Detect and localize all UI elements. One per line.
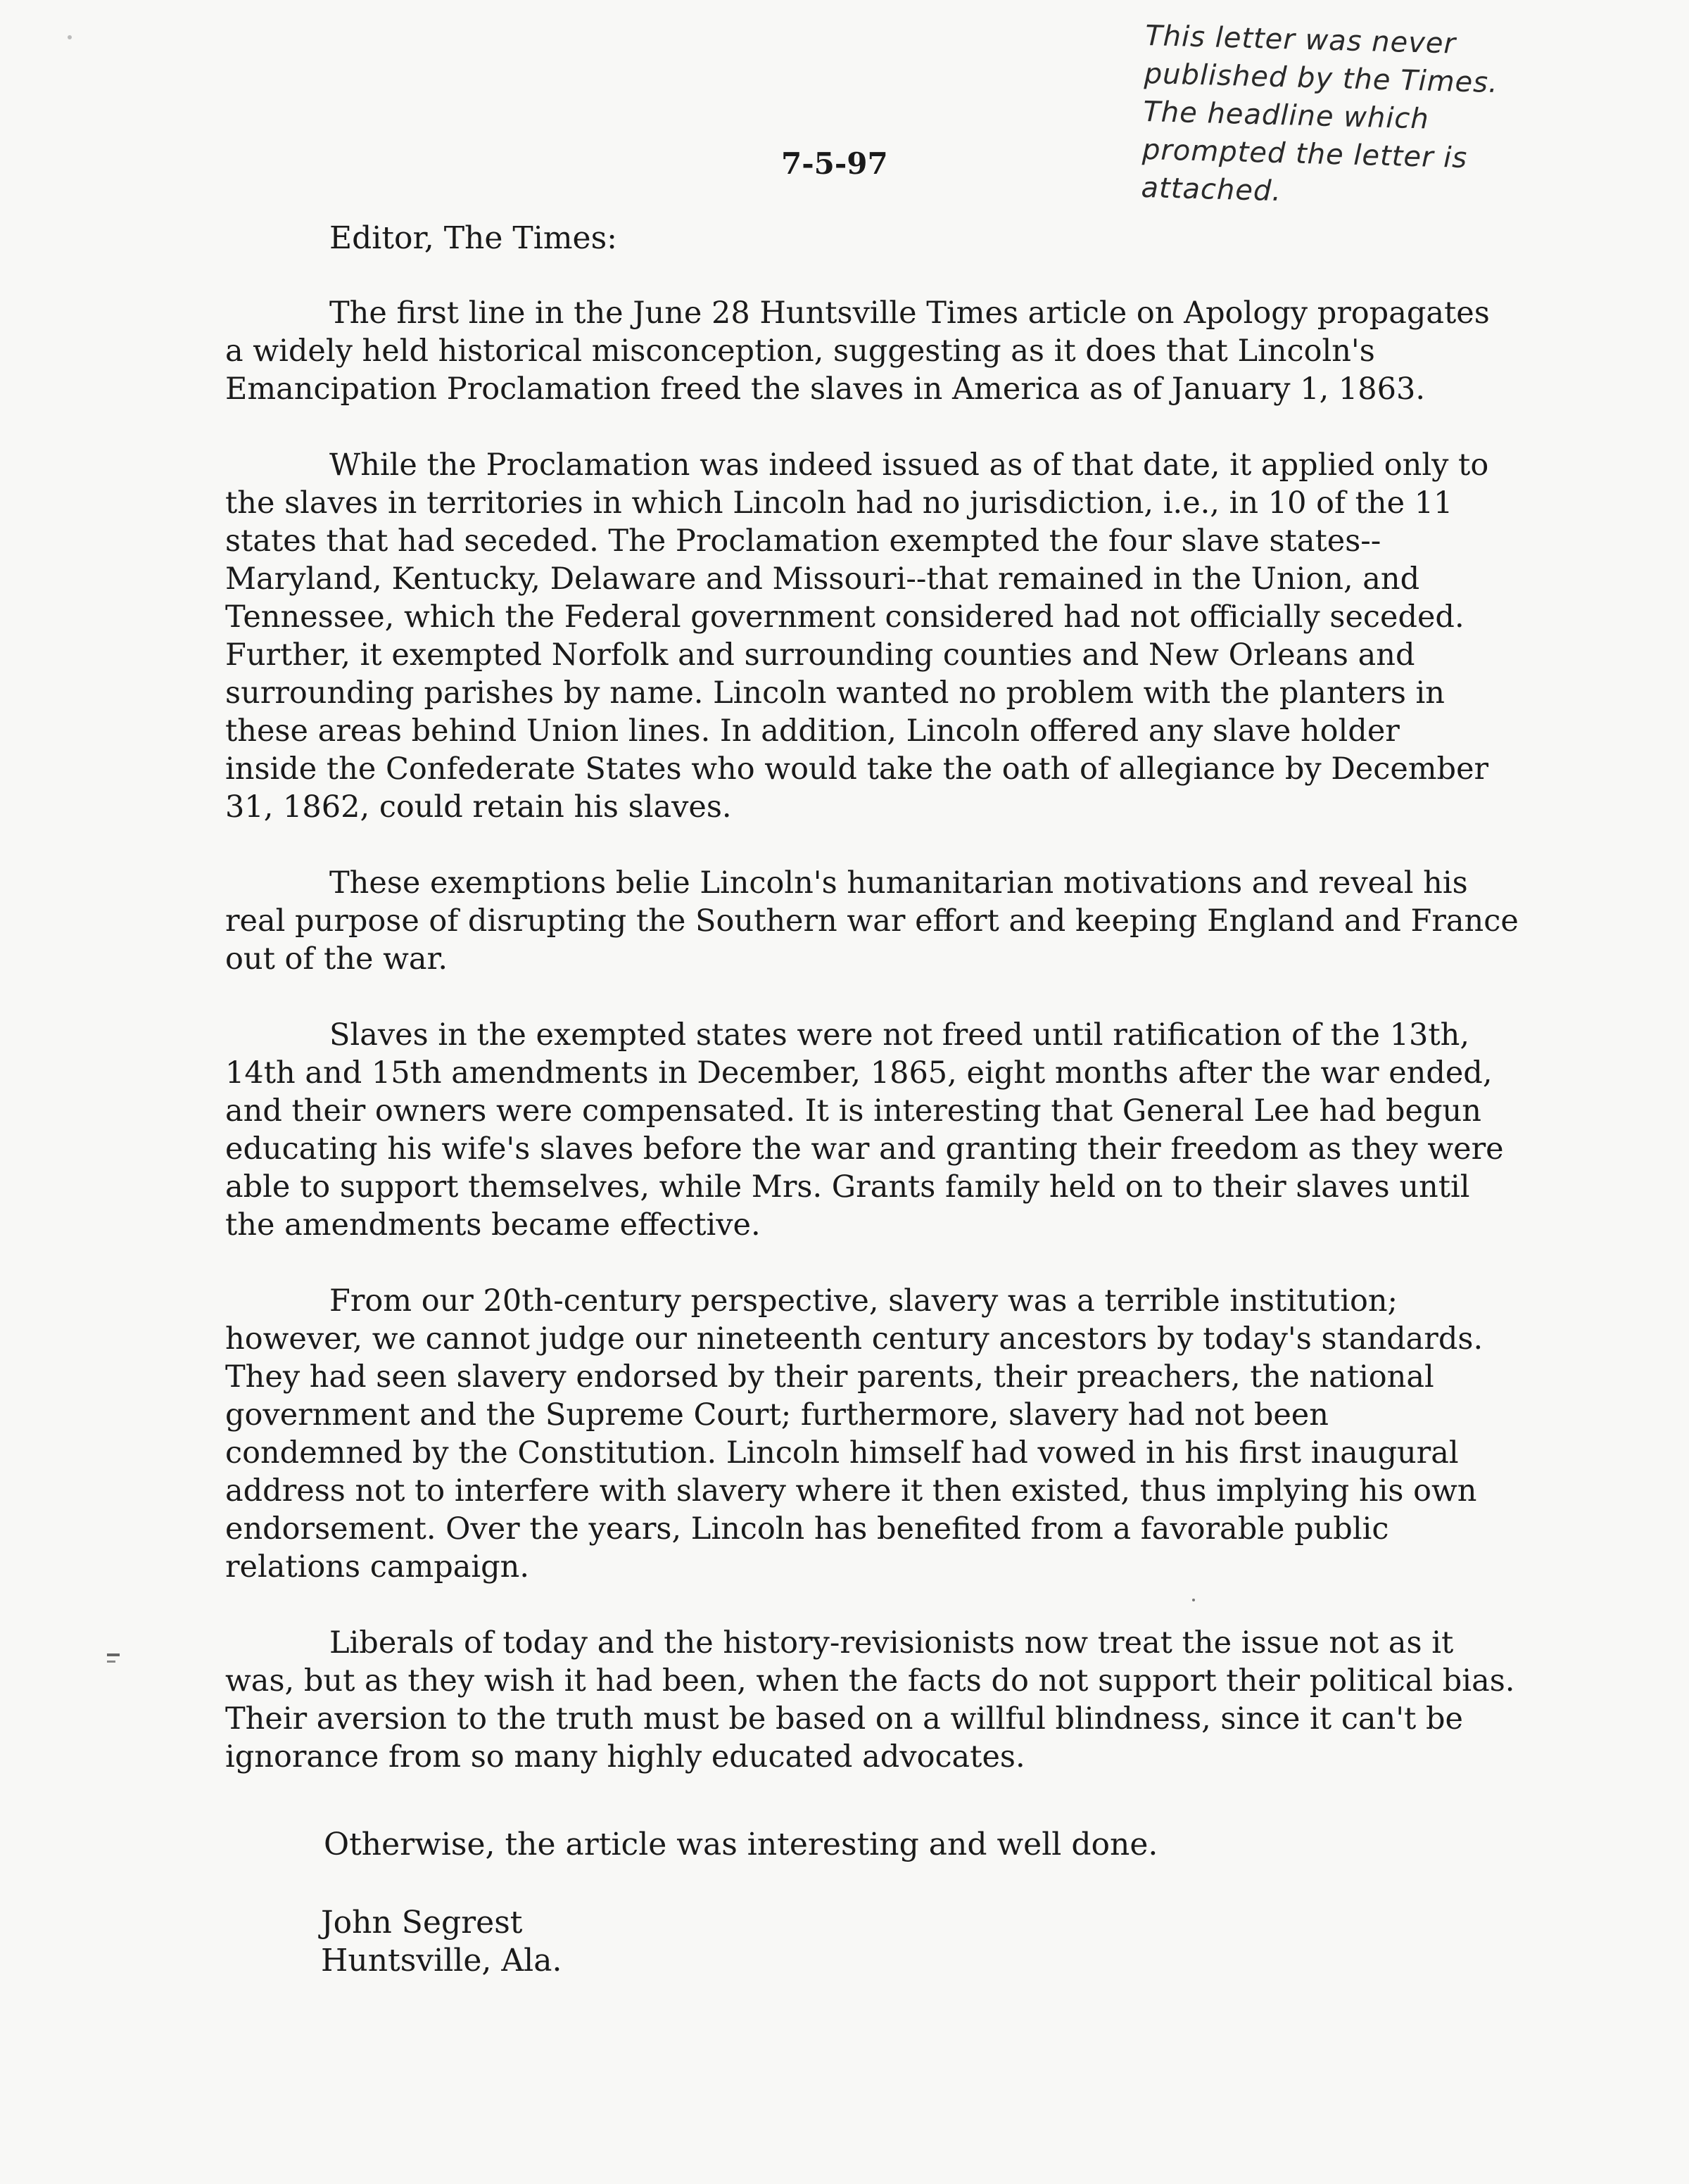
paper-speck [68, 35, 72, 39]
paper-speck [107, 1661, 115, 1663]
text-line: While the Proclamation was indeed issued as of that date, it applied only to [329, 447, 1489, 483]
paragraph [225, 446, 1534, 826]
signature-location: Huntsville, Ala. [321, 1943, 562, 1979]
letter-body [225, 294, 1534, 1814]
handwritten-note-line: This letter was never [1144, 19, 1457, 61]
text-line: out of the war. [225, 941, 448, 977]
text-line: able to support themselves, while Mrs. Grants family held on to their slaves until [225, 1169, 1470, 1205]
text-line: Slaves in the exempted states were not freed until ratification of the 13th, [329, 1017, 1470, 1053]
letter-date: 7-5-97 [781, 146, 888, 181]
signature-name: John Segrest [321, 1905, 523, 1941]
text-line: inside the Confederate States who would take the oath of allegiance by December [225, 751, 1489, 787]
text-line: surrounding parishes by name. Lincoln wanted no problem with the planters in [225, 675, 1445, 711]
text-line: a widely held historical misconception, suggesting as it does that Lincoln's [225, 334, 1375, 369]
handwritten-note-line: prompted the letter is [1141, 133, 1468, 175]
paper-speck [107, 1653, 120, 1656]
text-line: the amendments became effective. [225, 1207, 761, 1243]
text-line: Tennessee, which the Federal government considered had not officially seceded. [225, 599, 1465, 635]
text-line: Liberals of today and the history-revisionists now treat the issue not as it [329, 1625, 1454, 1661]
text-line: From our 20th-century perspective, slavery was a terrible institution; [329, 1283, 1398, 1319]
handwritten-note-line: published by the Times. [1144, 57, 1499, 100]
text-line: These exemptions belie Lincoln's humanitarian motivations and reveal his [329, 865, 1468, 901]
text-line: ignorance from so many highly educated advocates. [225, 1739, 1025, 1775]
text-line: Their aversion to the truth must be based on a willful blindness, since it can't be [225, 1701, 1463, 1737]
text-line: and their owners were compensated. It is interesting that General Lee had begun [225, 1093, 1481, 1129]
signature-block [321, 1904, 562, 1980]
paragraph [225, 1624, 1534, 1776]
text-line: was, but as they wish it had been, when the facts do not support their political bias. [225, 1663, 1515, 1699]
text-line: address not to interfere with slavery where it then existed, thus implying his own [225, 1473, 1477, 1509]
handwritten-note-line: attached. [1141, 171, 1282, 208]
text-line: the slaves in territories in which Lincoln had no jurisdiction, i.e., in 10 of the 11 [225, 485, 1453, 521]
text-line: Emancipation Proclamation freed the slaves in America as of January 1, 1863. [225, 372, 1426, 407]
paragraph [225, 294, 1534, 408]
handwritten-note-line: The headline which [1142, 95, 1430, 136]
text-line: states that had seceded. The Proclamation exempted the four slave states-- [225, 523, 1381, 559]
salutation: Editor, The Times: [329, 220, 617, 256]
text-line: 31, 1862, could retain his slaves. [225, 789, 732, 825]
text-line: endorsement. Over the years, Lincoln has benefited from a favorable public [225, 1511, 1389, 1547]
text-line: these areas behind Union lines. In addition, Lincoln offered any slave holder [225, 713, 1400, 749]
paragraph [225, 864, 1534, 978]
paragraph [225, 1016, 1534, 1244]
text-line: Maryland, Kentucky, Delaware and Missouri--that remained in the Union, and [225, 561, 1420, 597]
text-line: real purpose of disrupting the Southern war effort and keeping England and France [225, 903, 1519, 939]
text-line: 14th and 15th amendments in December, 1865, eight months after the war ended, [225, 1055, 1493, 1091]
text-line: condemned by the Constitution. Lincoln himself had vowed in his first inaugural [225, 1435, 1459, 1471]
text-line: educating his wife's slaves before the war and granting their freedom as they were [225, 1131, 1504, 1167]
closing-line: Otherwise, the article was interesting and well done. [324, 1827, 1158, 1862]
paper-speck [1192, 1599, 1195, 1601]
text-line: The first line in the June 28 Huntsville Times article on Apology propagates [329, 296, 1490, 331]
text-line: however, we cannot judge our nineteenth century ancestors by today's standards. [225, 1321, 1484, 1357]
text-line: relations campaign. [225, 1549, 530, 1585]
text-line: government and the Supreme Court; furthermore, slavery had not been [225, 1397, 1329, 1433]
text-line: Further, it exempted Norfolk and surrounding counties and New Orleans and [225, 637, 1415, 673]
text-line: They had seen slavery endorsed by their parents, their preachers, the national [225, 1359, 1434, 1395]
handwritten-note [1141, 17, 1610, 219]
paragraph [225, 1282, 1534, 1586]
